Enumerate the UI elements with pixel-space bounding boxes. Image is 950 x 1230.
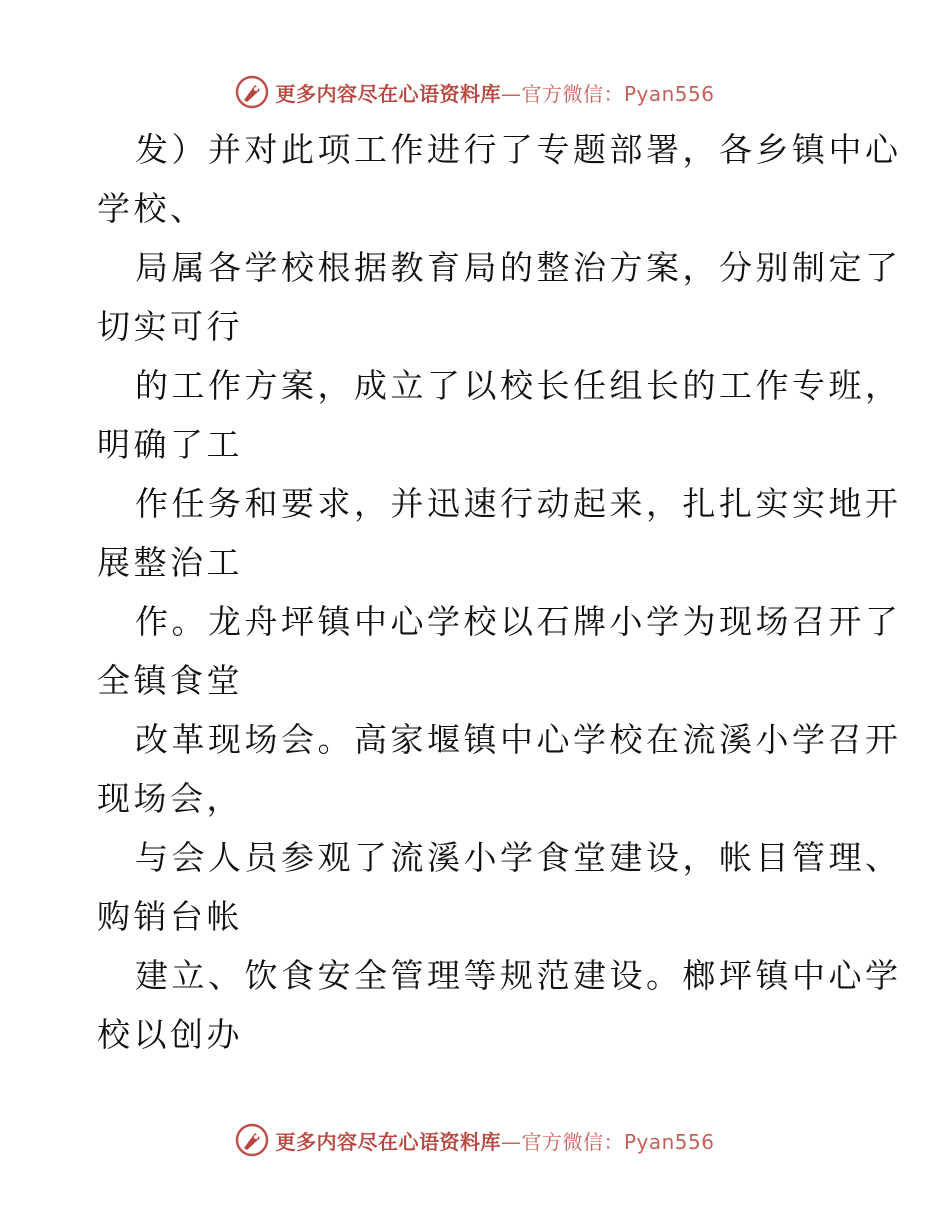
body-line: 现场会， [97,779,243,818]
body-line: 的工作方案，成立了以校长任组长的工作专班， [135,366,902,405]
body-line: 校以创办 [97,1015,243,1054]
body-line: 购销台帐 [97,897,243,936]
body-line: 改革现场会。高家堰镇中心学校在流溪小学召开 [135,720,902,759]
pen-nib-logo-icon [235,75,269,109]
footer-banner [0,1120,950,1160]
body-line: 展整治工 [97,543,243,582]
body-line: 与会人员参观了流溪小学食堂建设，帐目管理、 [135,838,902,877]
footer-banner-main: 更多内容尽在心语资料库 [275,1129,501,1154]
footer-banner-sub: —官方微信：Pyan556 [500,1129,715,1154]
header-banner-sub: —官方微信：Pyan556 [500,81,715,106]
body-line: 建立、饮食安全管理等规范建设。榔坪镇中心学 [135,956,902,995]
header-banner [0,72,950,112]
body-line: 作。龙舟坪镇中心学校以石牌小学为现场召开了 [135,602,902,641]
document-body [97,120,902,1064]
body-line: 作任务和要求，并迅速行动起来，扎扎实实地开 [135,484,902,523]
header-banner-text [275,78,714,107]
body-line: 全镇食堂 [97,661,243,700]
body-line: 明确了工 [97,425,243,464]
body-line: 切实可行 [97,307,243,346]
header-banner-main: 更多内容尽在心语资料库 [275,81,501,106]
footer-banner-text [275,1126,714,1155]
body-line: 发）并对此项工作进行了专题部署，各乡镇中心 [135,130,902,169]
body-line: 局属各学校根据教育局的整治方案，分别制定了 [135,248,902,287]
pen-nib-logo-icon [235,1123,269,1157]
body-line: 学校、 [97,189,207,228]
